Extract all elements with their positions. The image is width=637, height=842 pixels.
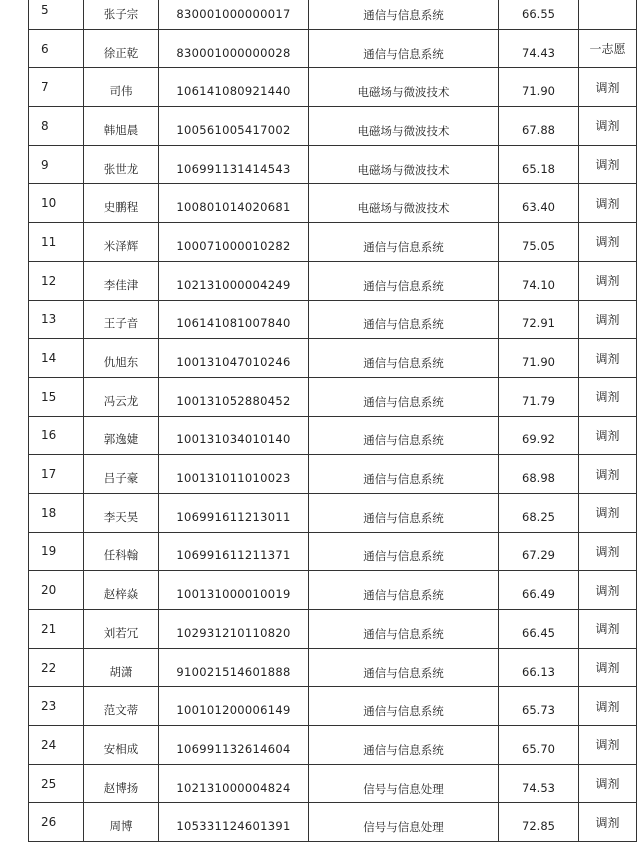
admission-table-body — [29, 0, 637, 842]
admission-type-cell: 调剂 — [579, 648, 637, 687]
score-cell: 74.53 — [499, 764, 579, 803]
score-cell: 65.73 — [499, 687, 579, 726]
admission-type-cell: 调剂 — [579, 68, 637, 107]
admission-type-cell: 调剂 — [579, 107, 637, 146]
major-cell: 通信与信息系统 — [309, 0, 499, 29]
table-row — [29, 648, 637, 687]
table-row — [29, 184, 637, 223]
student-name-cell: 仇旭东 — [84, 339, 159, 378]
exam-id-cell: 100131034010140 — [159, 416, 309, 455]
major-cell: 通信与信息系统 — [309, 532, 499, 571]
score-cell: 72.91 — [499, 300, 579, 339]
major-cell: 通信与信息系统 — [309, 571, 499, 610]
major-cell: 通信与信息系统 — [309, 493, 499, 532]
admission-type-cell: 调剂 — [579, 493, 637, 532]
table-row — [29, 610, 637, 649]
score-cell: 63.40 — [499, 184, 579, 223]
exam-id-cell: 106991131414543 — [159, 145, 309, 184]
serial-number-cell: 16 — [29, 416, 84, 455]
score-cell: 74.10 — [499, 261, 579, 300]
exam-id-cell: 106991611211371 — [159, 532, 309, 571]
student-name-cell: 韩旭晨 — [84, 107, 159, 146]
student-name-cell: 冯云龙 — [84, 377, 159, 416]
score-cell: 66.49 — [499, 571, 579, 610]
admission-type-cell: 调剂 — [579, 687, 637, 726]
admission-type-cell: 调剂 — [579, 223, 637, 262]
admission-type-cell: 调剂 — [579, 145, 637, 184]
table-row — [29, 803, 637, 842]
exam-id-cell: 100561005417002 — [159, 107, 309, 146]
exam-id-cell: 102131000004249 — [159, 261, 309, 300]
major-cell: 通信与信息系统 — [309, 261, 499, 300]
student-name-cell: 吕子豪 — [84, 455, 159, 494]
exam-id-cell: 100131011010023 — [159, 455, 309, 494]
serial-number-cell: 20 — [29, 571, 84, 610]
serial-number-cell: 8 — [29, 107, 84, 146]
admission-type-cell: 调剂 — [579, 455, 637, 494]
serial-number-cell: 14 — [29, 339, 84, 378]
table-row — [29, 0, 637, 29]
serial-number-cell: 6 — [29, 29, 84, 68]
exam-id-cell: 106141080921440 — [159, 68, 309, 107]
exam-id-cell: 910021514601888 — [159, 648, 309, 687]
serial-number-cell: 15 — [29, 377, 84, 416]
serial-number-cell: 12 — [29, 261, 84, 300]
score-cell: 68.25 — [499, 493, 579, 532]
serial-number-cell: 23 — [29, 687, 84, 726]
major-cell: 通信与信息系统 — [309, 726, 499, 765]
major-cell: 电磁场与微波技术 — [309, 145, 499, 184]
exam-id-cell: 100131052880452 — [159, 377, 309, 416]
admission-type-cell: 调剂 — [579, 764, 637, 803]
admission-table — [28, 0, 637, 842]
student-name-cell: 司伟 — [84, 68, 159, 107]
admission-type-cell: 调剂 — [579, 726, 637, 765]
score-cell: 66.13 — [499, 648, 579, 687]
serial-number-cell: 21 — [29, 610, 84, 649]
score-cell: 67.88 — [499, 107, 579, 146]
student-name-cell: 徐正乾 — [84, 29, 159, 68]
major-cell: 通信与信息系统 — [309, 416, 499, 455]
student-name-cell: 赵博扬 — [84, 764, 159, 803]
exam-id-cell: 105331124601391 — [159, 803, 309, 842]
table-row — [29, 571, 637, 610]
score-cell: 65.70 — [499, 726, 579, 765]
exam-id-cell: 106991132614604 — [159, 726, 309, 765]
student-name-cell: 任科翰 — [84, 532, 159, 571]
major-cell: 通信与信息系统 — [309, 29, 499, 68]
table-row — [29, 416, 637, 455]
exam-id-cell: 102931210110820 — [159, 610, 309, 649]
major-cell: 通信与信息系统 — [309, 300, 499, 339]
exam-id-cell: 102131000004824 — [159, 764, 309, 803]
score-cell: 71.79 — [499, 377, 579, 416]
student-name-cell: 安相成 — [84, 726, 159, 765]
student-name-cell: 张世龙 — [84, 145, 159, 184]
score-cell: 67.29 — [499, 532, 579, 571]
student-name-cell: 张子宗 — [84, 0, 159, 29]
table-row — [29, 377, 637, 416]
serial-number-cell: 5 — [29, 0, 84, 29]
table-row — [29, 145, 637, 184]
student-name-cell: 郭逸婕 — [84, 416, 159, 455]
exam-id-cell: 106141081007840 — [159, 300, 309, 339]
table-row — [29, 455, 637, 494]
student-name-cell: 李佳津 — [84, 261, 159, 300]
score-cell: 74.43 — [499, 29, 579, 68]
major-cell: 通信与信息系统 — [309, 223, 499, 262]
serial-number-cell: 9 — [29, 145, 84, 184]
admission-type-cell: 调剂 — [579, 377, 637, 416]
serial-number-cell: 18 — [29, 493, 84, 532]
serial-number-cell: 13 — [29, 300, 84, 339]
serial-number-cell: 25 — [29, 764, 84, 803]
exam-id-cell: 830001000000028 — [159, 29, 309, 68]
major-cell: 通信与信息系统 — [309, 687, 499, 726]
score-cell: 65.18 — [499, 145, 579, 184]
table-row — [29, 29, 637, 68]
serial-number-cell: 7 — [29, 68, 84, 107]
table-row — [29, 300, 637, 339]
major-cell: 通信与信息系统 — [309, 610, 499, 649]
score-cell: 66.45 — [499, 610, 579, 649]
major-cell: 信号与信息处理 — [309, 764, 499, 803]
admission-type-cell: 调剂 — [579, 300, 637, 339]
admission-type-cell: 一志愿 — [579, 29, 637, 68]
student-name-cell: 周博 — [84, 803, 159, 842]
score-cell: 72.85 — [499, 803, 579, 842]
table-row — [29, 339, 637, 378]
major-cell: 通信与信息系统 — [309, 339, 499, 378]
table-row — [29, 261, 637, 300]
student-name-cell: 赵梓焱 — [84, 571, 159, 610]
score-cell: 71.90 — [499, 68, 579, 107]
major-cell: 电磁场与微波技术 — [309, 107, 499, 146]
exam-id-cell: 100101200006149 — [159, 687, 309, 726]
major-cell: 电磁场与微波技术 — [309, 184, 499, 223]
student-name-cell: 刘若冗 — [84, 610, 159, 649]
admission-type-cell — [579, 0, 637, 29]
score-cell: 68.98 — [499, 455, 579, 494]
table-row — [29, 726, 637, 765]
exam-id-cell: 100801014020681 — [159, 184, 309, 223]
admission-type-cell: 调剂 — [579, 803, 637, 842]
table-row — [29, 68, 637, 107]
score-cell: 66.55 — [499, 0, 579, 29]
score-cell: 69.92 — [499, 416, 579, 455]
student-name-cell: 范文蒂 — [84, 687, 159, 726]
admission-type-cell: 调剂 — [579, 339, 637, 378]
admission-type-cell: 调剂 — [579, 184, 637, 223]
student-name-cell: 王子音 — [84, 300, 159, 339]
admission-type-cell: 调剂 — [579, 610, 637, 649]
major-cell: 通信与信息系统 — [309, 377, 499, 416]
student-name-cell: 史鹏程 — [84, 184, 159, 223]
table-row — [29, 493, 637, 532]
serial-number-cell: 24 — [29, 726, 84, 765]
table-row — [29, 764, 637, 803]
major-cell: 通信与信息系统 — [309, 455, 499, 494]
student-name-cell: 胡潇 — [84, 648, 159, 687]
admission-type-cell: 调剂 — [579, 416, 637, 455]
exam-id-cell: 100131047010246 — [159, 339, 309, 378]
table-row — [29, 107, 637, 146]
admission-type-cell: 调剂 — [579, 261, 637, 300]
exam-id-cell: 830001000000017 — [159, 0, 309, 29]
admission-type-cell: 调剂 — [579, 571, 637, 610]
student-name-cell: 李天昊 — [84, 493, 159, 532]
table-row — [29, 687, 637, 726]
table-row — [29, 223, 637, 262]
serial-number-cell: 19 — [29, 532, 84, 571]
exam-id-cell: 100131000010019 — [159, 571, 309, 610]
major-cell: 通信与信息系统 — [309, 648, 499, 687]
serial-number-cell: 10 — [29, 184, 84, 223]
major-cell: 电磁场与微波技术 — [309, 68, 499, 107]
serial-number-cell: 26 — [29, 803, 84, 842]
table-row — [29, 532, 637, 571]
exam-id-cell: 106991611213011 — [159, 493, 309, 532]
score-cell: 71.90 — [499, 339, 579, 378]
admission-type-cell: 调剂 — [579, 532, 637, 571]
serial-number-cell: 22 — [29, 648, 84, 687]
major-cell: 信号与信息处理 — [309, 803, 499, 842]
score-cell: 75.05 — [499, 223, 579, 262]
student-name-cell: 米泽辉 — [84, 223, 159, 262]
exam-id-cell: 100071000010282 — [159, 223, 309, 262]
serial-number-cell: 17 — [29, 455, 84, 494]
serial-number-cell: 11 — [29, 223, 84, 262]
